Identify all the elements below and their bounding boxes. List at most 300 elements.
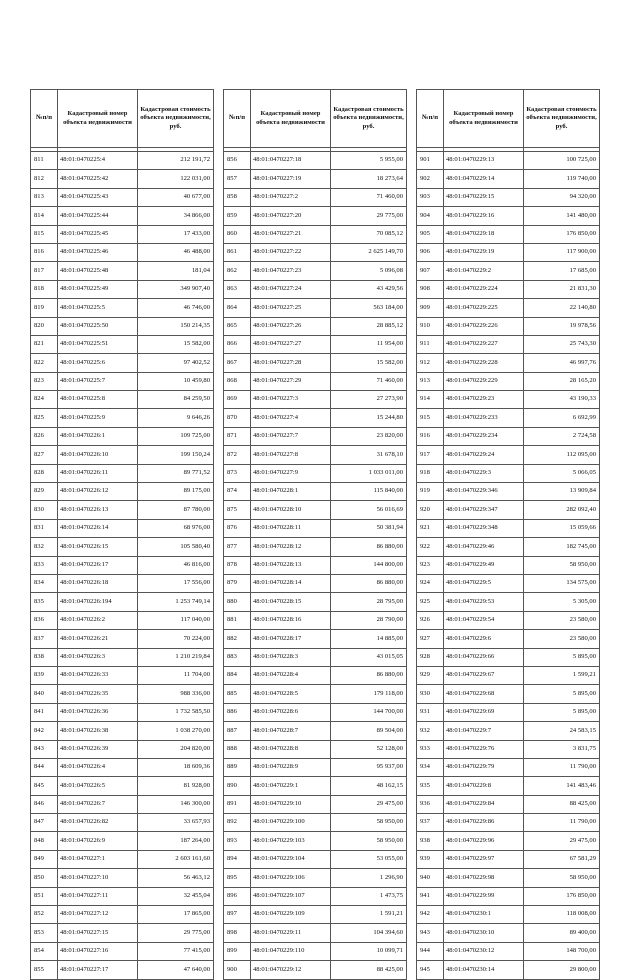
row-number: 826	[31, 427, 58, 445]
cadastral-number: 48:01:0470229:68	[444, 685, 524, 703]
cadastral-number: 48:01:0470230:14	[444, 961, 524, 979]
row-number: 927	[417, 630, 444, 648]
table-row	[417, 519, 600, 537]
cadastral-number: 48:01:0470227:12	[58, 906, 138, 924]
cadastral-value: 11 954,00	[331, 335, 407, 353]
table-row	[224, 611, 407, 629]
cadastral-value: 182 745,00	[524, 538, 600, 556]
table-row	[417, 464, 600, 482]
cadastral-number: 48:01:0470229:229	[444, 372, 524, 390]
table-row	[31, 924, 214, 942]
row-number: 855	[31, 961, 58, 979]
cadastral-number: 48:01:0470229:12	[251, 961, 331, 979]
cadastral-value: 2 625 149,70	[331, 243, 407, 261]
cadastral-value: 18 609,36	[138, 758, 214, 776]
row-number: 875	[224, 501, 251, 519]
row-number: 880	[224, 593, 251, 611]
cadastral-value: 89 400,00	[524, 924, 600, 942]
cadastral-number: 48:01:0470226:5	[58, 777, 138, 795]
cadastral-number: 48:01:0470227:16	[58, 942, 138, 960]
row-number: 916	[417, 427, 444, 445]
cadastral-value: 212 191,72	[138, 152, 214, 170]
row-number: 932	[417, 722, 444, 740]
table-row	[224, 906, 407, 924]
cadastral-number: 48:01:0470229:233	[444, 409, 524, 427]
row-number: 812	[31, 170, 58, 188]
row-number: 933	[417, 740, 444, 758]
cadastral-number: 48:01:0470228:9	[251, 758, 331, 776]
table-row	[224, 152, 407, 170]
row-number: 848	[31, 832, 58, 850]
row-number: 931	[417, 703, 444, 721]
table-row	[224, 795, 407, 813]
table-row	[224, 887, 407, 905]
table-row	[417, 758, 600, 776]
cadastral-value: 148 700,00	[524, 942, 600, 960]
table-row	[417, 354, 600, 372]
table-row	[224, 556, 407, 574]
cadastral-number: 48:01:0470227:27	[251, 335, 331, 353]
cadastral-number: 48:01:0470227:11	[58, 887, 138, 905]
cadastral-value: 13 909,84	[524, 483, 600, 501]
row-number: 930	[417, 685, 444, 703]
cadastral-table-3	[416, 89, 600, 980]
table-row	[224, 170, 407, 188]
cadastral-value: 19 978,56	[524, 317, 600, 335]
cadastral-value: 100 725,00	[524, 152, 600, 170]
cadastral-value: 150 214,35	[138, 317, 214, 335]
cadastral-value: 58 950,00	[331, 832, 407, 850]
row-number: 891	[224, 795, 251, 813]
cadastral-value: 5 066,05	[524, 464, 600, 482]
table-row	[31, 464, 214, 482]
table-row	[31, 814, 214, 832]
cadastral-value: 43 190,33	[524, 391, 600, 409]
cadastral-value: 56 463,12	[138, 869, 214, 887]
header-cadastral-value: Кадастровая стоимость объекта недвижимости, руб.	[331, 90, 407, 148]
header-number: №п/п	[224, 90, 251, 148]
cadastral-number: 48:01:0470229:96	[444, 832, 524, 850]
cadastral-number: 48:01:0470225:43	[58, 188, 138, 206]
row-number: 822	[31, 354, 58, 372]
table-row	[31, 648, 214, 666]
header-number: №п/п	[417, 90, 444, 148]
cadastral-number: 48:01:0470227:20	[251, 207, 331, 225]
table-row	[417, 685, 600, 703]
row-number: 917	[417, 446, 444, 464]
cadastral-value: 134 575,00	[524, 574, 600, 592]
cadastral-number: 48:01:0470229:24	[444, 446, 524, 464]
cadastral-value: 32 455,04	[138, 887, 214, 905]
cadastral-value: 282 092,40	[524, 501, 600, 519]
cadastral-value: 10 459,80	[138, 372, 214, 390]
cadastral-number: 48:01:0470227:7	[251, 427, 331, 445]
row-number: 859	[224, 207, 251, 225]
cadastral-number: 48:01:0470230:1	[444, 906, 524, 924]
cadastral-value: 58 950,00	[331, 814, 407, 832]
cadastral-value: 181,04	[138, 262, 214, 280]
row-number: 832	[31, 538, 58, 556]
row-number: 901	[417, 152, 444, 170]
cadastral-number: 48:01:0470227:21	[251, 225, 331, 243]
cadastral-value: 349 907,40	[138, 280, 214, 298]
table-row	[224, 391, 407, 409]
row-number: 935	[417, 777, 444, 795]
cadastral-number: 48:01:0470228:3	[251, 648, 331, 666]
row-number: 919	[417, 483, 444, 501]
cadastral-number: 48:01:0470226:1	[58, 427, 138, 445]
cadastral-value: 9 646,26	[138, 409, 214, 427]
cadastral-number: 48:01:0470227:1	[58, 850, 138, 868]
cadastral-number: 48:01:0470229:347	[444, 501, 524, 519]
cadastral-value: 31 678,10	[331, 446, 407, 464]
row-number: 885	[224, 685, 251, 703]
cadastral-value: 146 300,00	[138, 795, 214, 813]
table-row	[417, 391, 600, 409]
cadastral-number: 48:01:0470226:2	[58, 611, 138, 629]
cadastral-number: 48:01:0470230:12	[444, 942, 524, 960]
table-row	[224, 722, 407, 740]
table-row	[31, 519, 214, 537]
cadastral-number: 48:01:0470225:49	[58, 280, 138, 298]
table-row	[224, 850, 407, 868]
row-number: 831	[31, 519, 58, 537]
cadastral-value: 204 820,00	[138, 740, 214, 758]
table-row	[417, 593, 600, 611]
cadastral-value: 1 038 270,00	[138, 722, 214, 740]
row-number: 815	[31, 225, 58, 243]
table-row	[417, 170, 600, 188]
cadastral-value: 28 795,00	[331, 593, 407, 611]
table-row	[417, 243, 600, 261]
table-row	[417, 207, 600, 225]
row-number: 853	[31, 924, 58, 942]
row-number: 886	[224, 703, 251, 721]
table-row	[224, 648, 407, 666]
table-row	[417, 483, 600, 501]
row-number: 865	[224, 317, 251, 335]
cadastral-number: 48:01:0470226:17	[58, 556, 138, 574]
row-number: 825	[31, 409, 58, 427]
cadastral-value: 89 504,00	[331, 722, 407, 740]
cadastral-number: 48:01:0470228:6	[251, 703, 331, 721]
table-row	[31, 795, 214, 813]
cadastral-number: 48:01:0470228:14	[251, 574, 331, 592]
table-row	[417, 409, 600, 427]
cadastral-number: 48:01:0470227:3	[251, 391, 331, 409]
cadastral-value: 23 580,00	[524, 630, 600, 648]
table-row	[31, 483, 214, 501]
table-row	[224, 832, 407, 850]
cadastral-number: 48:01:0470229:46	[444, 538, 524, 556]
cadastral-number: 48:01:0470227:17	[58, 961, 138, 979]
cadastral-value: 176 850,00	[524, 225, 600, 243]
row-number: 922	[417, 538, 444, 556]
row-number: 934	[417, 758, 444, 776]
cadastral-number: 48:01:0470229:69	[444, 703, 524, 721]
cadastral-value: 48 162,15	[331, 777, 407, 795]
row-number: 819	[31, 299, 58, 317]
table-row	[31, 372, 214, 390]
row-number: 876	[224, 519, 251, 537]
table-row	[417, 574, 600, 592]
row-number: 856	[224, 152, 251, 170]
cadastral-value: 1 210 219,84	[138, 648, 214, 666]
cadastral-number: 48:01:0470229:5	[444, 574, 524, 592]
cadastral-value: 1 296,90	[331, 869, 407, 887]
table-row	[31, 703, 214, 721]
cadastral-value: 5 305,00	[524, 593, 600, 611]
row-number: 861	[224, 243, 251, 261]
table-row	[31, 225, 214, 243]
cadastral-value: 187 264,00	[138, 832, 214, 850]
cadastral-value: 28 790,00	[331, 611, 407, 629]
cadastral-number: 48:01:0470229:110	[251, 942, 331, 960]
row-number: 874	[224, 483, 251, 501]
cadastral-value: 11 790,00	[524, 758, 600, 776]
cadastral-value: 33 657,93	[138, 814, 214, 832]
cadastral-number: 48:01:0470229:14	[444, 170, 524, 188]
cadastral-value: 97 402,52	[138, 354, 214, 372]
cadastral-value: 58 950,00	[524, 556, 600, 574]
cadastral-number: 48:01:0470230:10	[444, 924, 524, 942]
table-row	[31, 574, 214, 592]
row-number: 850	[31, 869, 58, 887]
cadastral-value: 29 475,00	[331, 795, 407, 813]
cadastral-value: 23 580,00	[524, 611, 600, 629]
cadastral-value: 29 775,00	[138, 924, 214, 942]
table-row	[31, 152, 214, 170]
row-number: 868	[224, 372, 251, 390]
table-row	[31, 409, 214, 427]
table-row	[417, 225, 600, 243]
cadastral-value: 17 865,00	[138, 906, 214, 924]
row-number: 863	[224, 280, 251, 298]
cadastral-number: 48:01:0470228:16	[251, 611, 331, 629]
table-row	[417, 832, 600, 850]
cadastral-value: 18 273,64	[331, 170, 407, 188]
table-row	[31, 207, 214, 225]
row-number: 882	[224, 630, 251, 648]
cadastral-number: 48:01:0470225:8	[58, 391, 138, 409]
cadastral-number: 48:01:0470229:16	[444, 207, 524, 225]
cadastral-value: 1 253 749,14	[138, 593, 214, 611]
cadastral-value: 58 950,00	[524, 869, 600, 887]
table-row	[224, 519, 407, 537]
row-number: 860	[224, 225, 251, 243]
cadastral-value: 24 583,15	[524, 722, 600, 740]
table-row	[417, 942, 600, 960]
cadastral-number: 48:01:0470229:103	[251, 832, 331, 850]
table-row	[224, 538, 407, 556]
cadastral-number: 48:01:0470228:17	[251, 630, 331, 648]
cadastral-number: 48:01:0470229:1	[251, 777, 331, 795]
row-number: 939	[417, 850, 444, 868]
cadastral-value: 119 740,00	[524, 170, 600, 188]
cadastral-value: 46 997,76	[524, 354, 600, 372]
cadastral-value: 15 582,00	[331, 354, 407, 372]
cadastral-number: 48:01:0470229:104	[251, 850, 331, 868]
table-row	[417, 887, 600, 905]
table-row	[31, 869, 214, 887]
cadastral-number: 48:01:0470229:76	[444, 740, 524, 758]
table-row	[417, 666, 600, 684]
row-number: 821	[31, 335, 58, 353]
row-number: 811	[31, 152, 58, 170]
cadastral-value: 46 746,00	[138, 299, 214, 317]
row-number: 823	[31, 372, 58, 390]
table-row	[224, 372, 407, 390]
table-row	[417, 188, 600, 206]
row-number: 816	[31, 243, 58, 261]
cadastral-value: 15 059,66	[524, 519, 600, 537]
cadastral-value: 117 900,00	[524, 243, 600, 261]
cadastral-table-2	[223, 89, 407, 980]
cadastral-number: 48:01:0470229:225	[444, 299, 524, 317]
cadastral-value: 179 118,00	[331, 685, 407, 703]
table-row	[224, 409, 407, 427]
cadastral-number: 48:01:0470225:44	[58, 207, 138, 225]
cadastral-number: 48:01:0470226:4	[58, 758, 138, 776]
table-row	[224, 262, 407, 280]
table-row	[417, 814, 600, 832]
table-row	[31, 942, 214, 960]
cadastral-number: 48:01:0470225:4	[58, 152, 138, 170]
table-row	[224, 464, 407, 482]
row-number: 911	[417, 335, 444, 353]
cadastral-value: 68 976,00	[138, 519, 214, 537]
table-row	[417, 740, 600, 758]
row-number: 923	[417, 556, 444, 574]
cadastral-number: 48:01:0470227:9	[251, 464, 331, 482]
cadastral-number: 48:01:0470227:29	[251, 372, 331, 390]
cadastral-number: 48:01:0470225:51	[58, 335, 138, 353]
cadastral-number: 48:01:0470229:100	[251, 814, 331, 832]
cadastral-number: 48:01:0470227:19	[251, 170, 331, 188]
table-row	[417, 777, 600, 795]
row-number: 889	[224, 758, 251, 776]
cadastral-value: 17 433,00	[138, 225, 214, 243]
cadastral-value: 144 800,00	[331, 556, 407, 574]
row-number: 937	[417, 814, 444, 832]
table-row	[417, 703, 600, 721]
cadastral-number: 48:01:0470228:5	[251, 685, 331, 703]
cadastral-number: 48:01:0470229:226	[444, 317, 524, 335]
cadastral-number: 48:01:0470228:13	[251, 556, 331, 574]
cadastral-value: 15 582,00	[138, 335, 214, 353]
cadastral-number: 48:01:0470229:3	[444, 464, 524, 482]
table-row	[224, 225, 407, 243]
row-number: 904	[417, 207, 444, 225]
table-row	[417, 446, 600, 464]
row-number: 925	[417, 593, 444, 611]
cadastral-number: 48:01:0470229:98	[444, 869, 524, 887]
row-number: 845	[31, 777, 58, 795]
cadastral-value: 144 700,00	[331, 703, 407, 721]
cadastral-value: 81 928,00	[138, 777, 214, 795]
cadastral-number: 48:01:0470225:7	[58, 372, 138, 390]
row-number: 896	[224, 887, 251, 905]
cadastral-value: 17 556,00	[138, 574, 214, 592]
table-row	[31, 593, 214, 611]
cadastral-value: 5 955,00	[331, 152, 407, 170]
table-row	[31, 961, 214, 979]
cadastral-number: 48:01:0470229:86	[444, 814, 524, 832]
cadastral-value: 104 394,60	[331, 924, 407, 942]
cadastral-value: 22 140,80	[524, 299, 600, 317]
table-row	[224, 942, 407, 960]
table-row	[224, 703, 407, 721]
cadastral-value: 117 040,00	[138, 611, 214, 629]
cadastral-number: 48:01:0470226:194	[58, 593, 138, 611]
cadastral-value: 23 820,00	[331, 427, 407, 445]
row-number: 899	[224, 942, 251, 960]
cadastral-value: 176 850,00	[524, 887, 600, 905]
table-row	[224, 685, 407, 703]
row-number: 842	[31, 722, 58, 740]
table-row	[31, 354, 214, 372]
row-number: 838	[31, 648, 58, 666]
table-row	[224, 574, 407, 592]
cadastral-number: 48:01:0470229:346	[444, 483, 524, 501]
row-number: 844	[31, 758, 58, 776]
row-number: 813	[31, 188, 58, 206]
cadastral-value: 50 381,94	[331, 519, 407, 537]
cadastral-value: 6 692,99	[524, 409, 600, 427]
row-number: 862	[224, 262, 251, 280]
cadastral-number: 48:01:0470227:23	[251, 262, 331, 280]
cadastral-value: 112 095,00	[524, 446, 600, 464]
cadastral-number: 48:01:0470229:8	[444, 777, 524, 795]
row-number: 909	[417, 299, 444, 317]
cadastral-number: 48:01:0470228:10	[251, 501, 331, 519]
cadastral-number: 48:01:0470226:7	[58, 795, 138, 813]
cadastral-value: 86 880,00	[331, 574, 407, 592]
table-row	[224, 961, 407, 979]
table-row	[224, 335, 407, 353]
table-row	[31, 427, 214, 445]
row-number: 817	[31, 262, 58, 280]
cadastral-value: 5 895,00	[524, 648, 600, 666]
cadastral-value: 141 483,46	[524, 777, 600, 795]
cadastral-value: 115 840,00	[331, 483, 407, 501]
cadastral-value: 88 425,00	[331, 961, 407, 979]
cadastral-value: 1 599,21	[524, 666, 600, 684]
table-row	[31, 666, 214, 684]
row-number: 928	[417, 648, 444, 666]
table-row	[417, 299, 600, 317]
row-number: 828	[31, 464, 58, 482]
table-row	[224, 280, 407, 298]
table-row	[224, 299, 407, 317]
cadastral-number: 48:01:0470229:106	[251, 869, 331, 887]
cadastral-number: 48:01:0470228:4	[251, 666, 331, 684]
row-number: 929	[417, 666, 444, 684]
row-number: 893	[224, 832, 251, 850]
table-row	[224, 666, 407, 684]
cadastral-number: 48:01:0470226:38	[58, 722, 138, 740]
cadastral-number: 48:01:0470227:28	[251, 354, 331, 372]
header-cadastral-number: Кадастровый номер объекта недвижимости	[251, 90, 331, 148]
table-row	[417, 538, 600, 556]
cadastral-number: 48:01:0470228:7	[251, 722, 331, 740]
row-number: 852	[31, 906, 58, 924]
cadastral-number: 48:01:0470225:5	[58, 299, 138, 317]
table-row	[31, 538, 214, 556]
cadastral-number: 48:01:0470228:11	[251, 519, 331, 537]
row-number: 883	[224, 648, 251, 666]
row-number: 908	[417, 280, 444, 298]
